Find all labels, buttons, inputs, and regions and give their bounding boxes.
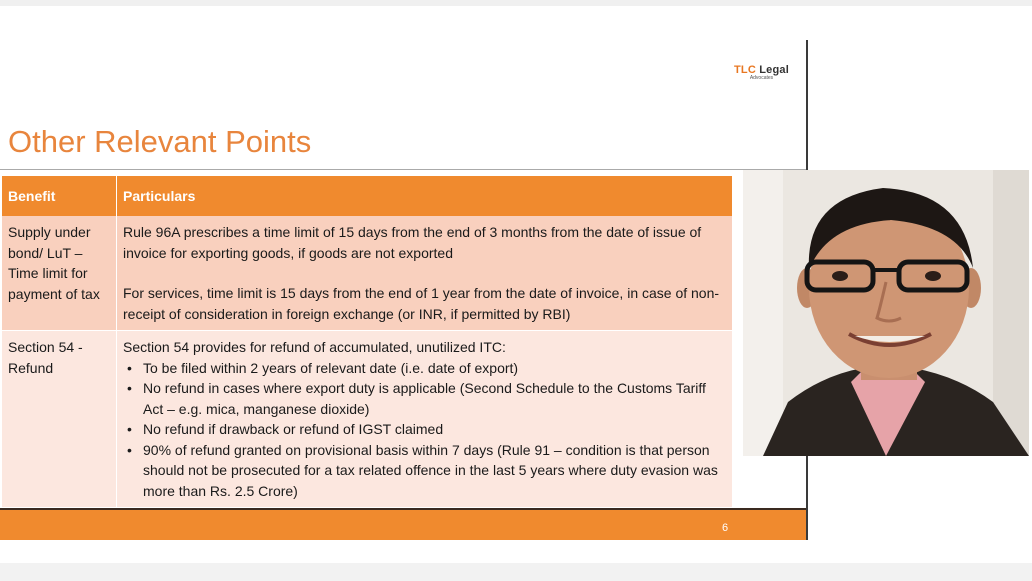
list-item: • 90% of refund granted on provisional basis within 7 days (Rule 91 – condition is that person should not be prosecuted for a tax related offence in the last 5 years where duty evasion was more than Rs. 2.5 Crore) [143,440,726,502]
company-logo [734,64,789,81]
list-item: • No refund in cases where export duty is applicable (Second Schedule to the Customs Tariff Act – e.g. mica, manganese dioxide) [143,378,726,419]
presenter-video-feed [743,170,1029,456]
paragraph-gap [123,263,726,283]
logo-tagline: Advocates [749,75,774,81]
header-particulars: Particulars [117,176,733,216]
bullet-list [123,358,726,502]
logo-name-part2: Legal [759,64,789,76]
page-number: 6 [722,522,729,534]
table-row [2,331,732,508]
header-benefit: Benefit [2,176,117,216]
benefits-table [2,176,732,507]
particulars-intro: Section 54 provides for refund of accumulated, unutilized ITC: [123,339,506,355]
benefit-cell: Supply under bond/ LuT – Time limit for payment of tax [2,216,117,331]
particulars-cell [117,216,733,331]
benefit-cell: Section 54 - Refund [2,331,117,508]
title-divider [0,169,806,170]
particulars-cell [117,331,733,508]
list-item: • To be filed within 2 years of relevant date (i.e. date of export) [143,358,726,379]
logo-name-part1: TLC [734,64,756,76]
particulars-paragraph: Rule 96A prescribes a time limit of 15 days from the end of 3 months from the date of issue of invoice for exporting goods, if goods are not exported [123,224,702,261]
viewer-bottom-strip [0,563,1032,581]
list-item: • No refund if drawback or refund of IGST claimed [143,419,726,440]
table-header-row [2,176,732,216]
particulars-paragraph: For services, time limit is 15 days from the end of 1 year from the date of invoice, in case of non-receipt of consideration in foreign exchange (or INR, if permitted by RBI) [123,285,720,322]
presenter-photo [743,170,1029,456]
slide-title: Other Relevant Points [8,124,312,159]
table-row [2,216,732,331]
slide-footer-bar [0,508,808,540]
